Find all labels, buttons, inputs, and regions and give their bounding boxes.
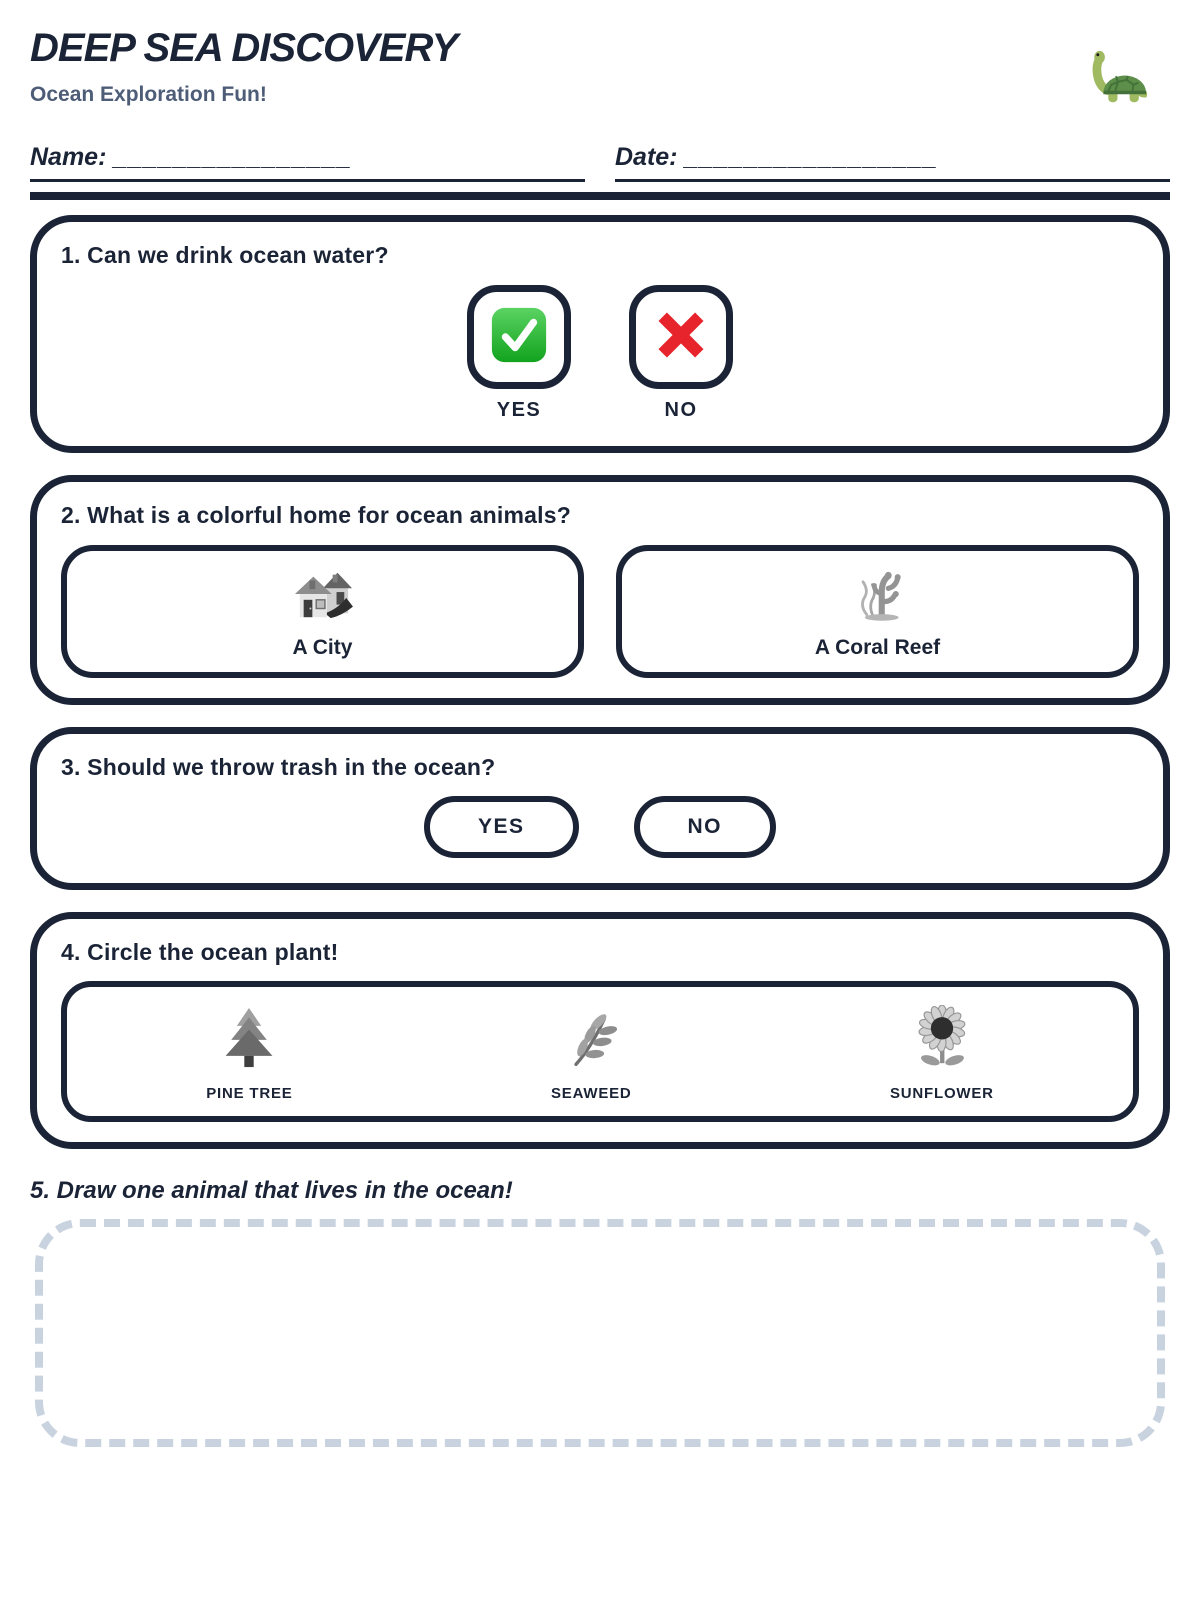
q4-pine-tree-label: PINE TREE — [206, 1085, 293, 1102]
page-subtitle: Ocean Exploration Fun! — [30, 83, 267, 106]
fields-row — [30, 143, 1170, 182]
q2-options — [61, 545, 1139, 678]
q4-pine-tree-item[interactable] — [206, 1005, 292, 1102]
q2-coral-reef-card[interactable] — [616, 545, 1139, 678]
q3-yes-pill[interactable]: YES — [424, 796, 579, 858]
q3-no-pill[interactable]: NO — [634, 796, 777, 858]
houses-icon — [292, 565, 354, 628]
drawing-area[interactable] — [35, 1219, 1165, 1447]
name-blank[interactable]: ________________ — [113, 143, 352, 171]
question-card-1 — [30, 215, 1170, 453]
question-5-title: 5. Draw one animal that lives in the ocean! — [30, 1177, 513, 1204]
q1-no-box[interactable] — [629, 285, 733, 389]
q1-no-label: NO — [664, 399, 698, 421]
date-field[interactable] — [615, 143, 1170, 182]
question-2-title: 2. What is a colorful home for ocean animals? — [61, 502, 571, 528]
header-divider — [30, 192, 1170, 200]
q4-sunflower-label: SUNFLOWER — [889, 1085, 994, 1102]
coral-icon — [848, 565, 908, 628]
name-label: Name: — [30, 143, 107, 171]
check-mark-icon — [488, 304, 550, 371]
cross-mark-icon — [651, 305, 711, 370]
q3-options — [61, 796, 1139, 858]
date-label: Date: — [615, 143, 678, 171]
q2-city-label: A City — [292, 636, 353, 659]
name-field[interactable] — [30, 143, 585, 182]
q2-city-card[interactable] — [61, 545, 584, 678]
turtle-icon — [1086, 46, 1148, 113]
q1-no-option[interactable] — [629, 285, 733, 422]
header — [30, 26, 1170, 113]
q1-yes-label: YES — [496, 399, 542, 421]
question-4-title: 4. Circle the ocean plant! — [61, 939, 339, 965]
page-title: DEEP SEA DISCOVERY — [30, 26, 458, 70]
sunflower-icon — [911, 1005, 973, 1076]
seaweed-icon — [561, 1009, 621, 1076]
question-card-4 — [30, 912, 1170, 1149]
q4-seaweed-item[interactable] — [551, 1009, 632, 1102]
q4-sunflower-item[interactable] — [890, 1005, 994, 1102]
q1-options — [61, 285, 1139, 422]
date-blank[interactable]: _________________ — [684, 143, 938, 171]
question-3-title: 3. Should we throw trash in the ocean? — [61, 754, 496, 780]
q1-yes-option[interactable] — [467, 285, 571, 422]
q4-options-strip — [61, 981, 1139, 1122]
q2-coral-reef-label: A Coral Reef — [814, 636, 941, 659]
header-text — [30, 26, 457, 107]
question-1-title: 1. Can we drink ocean water? — [61, 242, 389, 268]
pine-tree-icon — [219, 1005, 279, 1076]
question-card-2 — [30, 475, 1170, 705]
q4-seaweed-label: SEAWEED — [550, 1085, 632, 1102]
question-card-3 — [30, 727, 1170, 890]
q1-yes-box[interactable] — [467, 285, 571, 389]
